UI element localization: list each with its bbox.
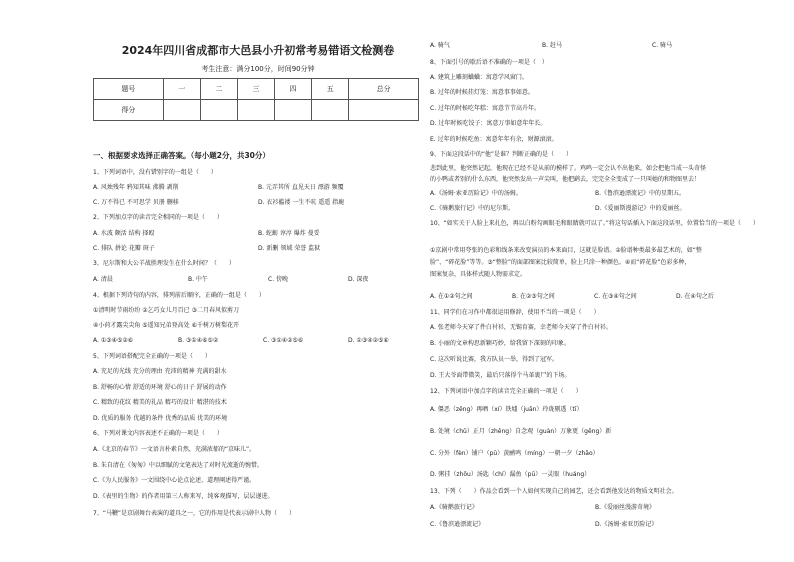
score-input-cell[interactable] — [200, 100, 237, 121]
answer-option[interactable]: C.《为人民服务》一文围绕中心论点论述，道理阐述得严谨。 — [93, 477, 256, 484]
answer-option[interactable]: D. 在④句之后 — [676, 293, 714, 300]
answer-option[interactable]: C. 骑马 — [652, 42, 673, 49]
answer-option[interactable]: D.《汤姆·索亚历险记》 — [595, 521, 658, 528]
answer-option[interactable]: B. 处境（chǔ）正月（zhēng）自念观（guàn）万象更（gēng）新 — [430, 428, 612, 435]
answer-option[interactable]: A.《汤姆·索亚历险记》中的汤姆。 — [430, 190, 522, 197]
answer-option[interactable]: C. 精致的花纹 精美的礼品 精巧的设计 精湛的技术 — [93, 399, 227, 406]
answer-option[interactable]: D. ①③④②⑤⑥ — [348, 337, 389, 344]
answer-option[interactable]: B. 小丽的文章构思新颖巧妙，给我留下深刻的印象。 — [430, 340, 570, 347]
score-input-cell[interactable] — [275, 100, 312, 121]
answer-option[interactable]: D. 衣衫褴褛 一生不吭 遥遥 指鹿 — [258, 199, 345, 206]
answer-option[interactable]: C. ③①④②⑤⑥ — [263, 337, 304, 344]
answer-option[interactable]: D. 粥挂（zhōu）汤匙（chí）漏鱼（pū）一灵眼（huáng） — [430, 471, 591, 478]
answer-option[interactable]: B. 蛇蛎 谆淳 爆炸 曼妥 — [258, 230, 320, 237]
answer-option[interactable]: D. 过年时候吃饺子：寓意万事如意年年长。 — [430, 120, 547, 127]
answer-option[interactable]: C. 在③④句之间 — [594, 293, 637, 300]
table-cell: 五 — [312, 79, 349, 100]
answer-option[interactable]: D.《表里的生物》的作者用第三人称来写，纯客观描写，层层递进。 — [93, 493, 274, 500]
answer-option[interactable]: A. 建筑上雕刻蛐蛐：寓意学风窗门。 — [430, 74, 528, 81]
answer-option[interactable]: A. 充足的光线 充分的理由 充沛的精神 充满的甜水 — [93, 368, 227, 375]
table-cell: 题号 — [94, 79, 164, 100]
answer-option[interactable]: B. 朱自清在《匆匆》中以细腻的文笔表达了对时光流逝的惋惜。 — [93, 462, 263, 469]
answer-option[interactable]: B.《爱丽丝漫游奇境》 — [595, 504, 656, 511]
passage-line: 脸”、“碎花脸”等等。③“整脸”的面部图案比较简单，脸上只涂一种颜色。④而“碎花脸”色彩多种， — [430, 259, 691, 266]
answer-option[interactable]: A. 风烛残年 鸦知其味 沸腾 剥削 — [93, 184, 179, 191]
table-cell: 三 — [237, 79, 274, 100]
page-title: 2024年四川省成都市大邑县小升初常考易错语文检测卷 — [121, 44, 395, 57]
answer-option[interactable]: D. 深夜 — [348, 276, 369, 283]
passage-line: ①京剧中常用夸张的色彩和线条来改变演员的本来面目，这就是脸谱。②脸谱种类最多最艺术的，如“整 — [430, 247, 702, 254]
answer-option[interactable]: B. ③①④⑥⑤② — [178, 337, 219, 344]
question-stem: 5、下列词语搭配完全正确的一项是（ ） — [93, 353, 211, 360]
answer-option[interactable]: B. 元弄其所 直见天日 漂游 频覆 — [258, 184, 344, 191]
question-stem: 1、下列词语中，没有错别字的一组是（ ） — [93, 169, 217, 176]
question-stem: 6、下列对课文内容表述不正确的一项是（ ） — [93, 430, 223, 437]
answer-option[interactable]: C. 万不得已 不可思学 贝册 删移 — [93, 199, 179, 206]
answer-option[interactable]: C. 这次听说比赛，我方队员一举，得到了冠军。 — [430, 356, 559, 363]
answer-option[interactable]: D. 王大爷面带微笑，最后只落得个马革裹尸的下场。 — [430, 372, 571, 379]
answer-option[interactable]: C. 分外（fèn）铺户（pū）黄鹂鸣（míng）一朝一夕（zhāo） — [430, 450, 599, 457]
answer-option[interactable]: B.《鲁滨逊漂流记》中的星期五。 — [595, 190, 686, 197]
answer-option[interactable]: B. 赶马 — [542, 42, 562, 49]
poem-lines: ④小荷才露尖尖角 ⑤遥知兄弟登高处 ⑥千树万树梨花开 — [93, 322, 239, 329]
answer-option[interactable]: B. 过年的时候挂灯笼：寓意事事如意。 — [430, 89, 534, 96]
question-stem: 8、下面引号的歇后语不准确的一项是（ ） — [430, 59, 548, 66]
answer-option[interactable]: A. 水波 颇活 结构 择殴 — [93, 230, 155, 237]
exam-notice: 考生注意：满分100分，时间90分钟 — [201, 65, 315, 73]
table-cell: 总分 — [349, 79, 419, 100]
answer-option[interactable]: C. 排队 拼论 花瓣 斑子 — [93, 245, 155, 252]
score-table — [93, 78, 419, 121]
answer-option[interactable]: B. 舒畅的心情 舒适的环境 舒心的日子 舒展的动作 — [93, 384, 227, 391]
answer-option[interactable]: A. ①③④⑤②⑥ — [93, 337, 134, 344]
score-input-cell[interactable] — [312, 100, 349, 121]
answer-option[interactable]: B. 中午 — [188, 276, 208, 283]
answer-option[interactable]: D. 优质的服务 优越的条件 优秀的品质 优美的环境 — [93, 415, 228, 422]
question-stem: 9、下面这段话中的“他”是谁？判断正确的是（ ） — [430, 151, 573, 158]
passage-line: 图案复杂，具体样式随人物需求定。 — [430, 271, 527, 278]
section-heading: 一、根据要求选择正确答案。（每小题2分，共30分） — [93, 151, 270, 160]
answer-option[interactable]: D.《爱丽斯漫游记》中的爱丽丝。 — [595, 205, 686, 212]
answer-option[interactable]: A. 张老师今天穿了件白衬衫，无锡育赛，幸老师今天穿了件白衬衫。 — [430, 324, 612, 331]
table-cell: 一 — [163, 79, 200, 100]
score-input-cell[interactable] — [163, 100, 200, 121]
answer-option[interactable]: C. 过年的时候吃年糕：寓意节节高升年。 — [430, 105, 541, 112]
poem-lines: ①清明时节雨纷纷 ②乞巧女儿月百已 ③二月春风似剪刀 — [93, 307, 239, 314]
answer-option[interactable]: C.《鲁滨逊漂流记》 — [430, 521, 485, 528]
answer-option[interactable]: A. 骑气 — [430, 42, 450, 49]
question-stem: 3、尼尔斯和大公羊战胜理发生在什么时间？（ ） — [93, 260, 235, 267]
passage-line: 悲到此里，他突然记起，他现在已经不是从前的模样了。鸡鸣一定会认不出他来，如会把他当成一头奇怪 — [430, 165, 707, 172]
question-stem: 10、“如实关于人脸上来扎色，再以白粉勾画眼毛和眼睛就可以了。”将这句话插入下面这段话里，位置恰当的一项是（ ） — [430, 220, 759, 227]
question-stem: 13、下列（ ）作品会看到一个人如何实现自己的园艺，还会看到他发达的物质文明社会。 — [430, 488, 678, 495]
question-stem: 4、根据下列诗句的内容，排列前后顺序，正确的一组是（ ） — [93, 292, 265, 299]
score-input-cell[interactable] — [237, 100, 274, 121]
answer-option[interactable]: C. 傍晚 — [268, 276, 289, 283]
table-cell: 得分 — [94, 100, 164, 121]
passage-line: 的小鸭或者别的什么东西，他突然发出一声尖叫，他把鹞去，完完全全变成了一只叫她的和物图里去！ — [430, 176, 701, 183]
answer-option[interactable]: D. 新删 领域 荣誉 监狱 — [258, 245, 321, 252]
answer-option[interactable]: A.《骑鹅旅行记》 — [430, 504, 478, 511]
answer-option[interactable]: A. 在①②句之间 — [430, 293, 473, 300]
question-stem: 11、同学们在习作中都很运用修辞，使用不当的一项是（ ） — [430, 309, 600, 316]
table-row — [94, 79, 419, 100]
question-stem: 2、下列加点字的读音完全相同的一项是（ ） — [93, 214, 223, 221]
answer-option[interactable]: A. 清晨 — [93, 276, 113, 283]
answer-option[interactable]: A.《北京的春节》一文语言朴素自然，充满浓郁的“京味儿”。 — [93, 446, 256, 453]
answer-option[interactable]: E. 过年的时候吃鱼：寓意年年有余，财源滚滚。 — [430, 136, 558, 143]
table-cell: 二 — [200, 79, 237, 100]
answer-option[interactable]: A. 僵恶（zēng）再晒（xí）铁墟（juān）玲珑剔透（tī） — [430, 406, 583, 413]
table-cell: 四 — [275, 79, 312, 100]
answer-option[interactable]: B. 在②③句之间 — [512, 293, 555, 300]
answer-option[interactable]: C.《骑鹅旅行记》中的尼尔斯。 — [430, 205, 515, 212]
question-stem: 12、下列词语中加点字的读音完全正确的一项是（ ） — [430, 388, 582, 395]
question-stem: 7、“马鞭”是京剧舞台表演的道具之一，它的作用是代表示剧中人物（ ） — [93, 510, 296, 517]
score-input-cell[interactable] — [349, 100, 419, 121]
table-row — [94, 100, 419, 121]
